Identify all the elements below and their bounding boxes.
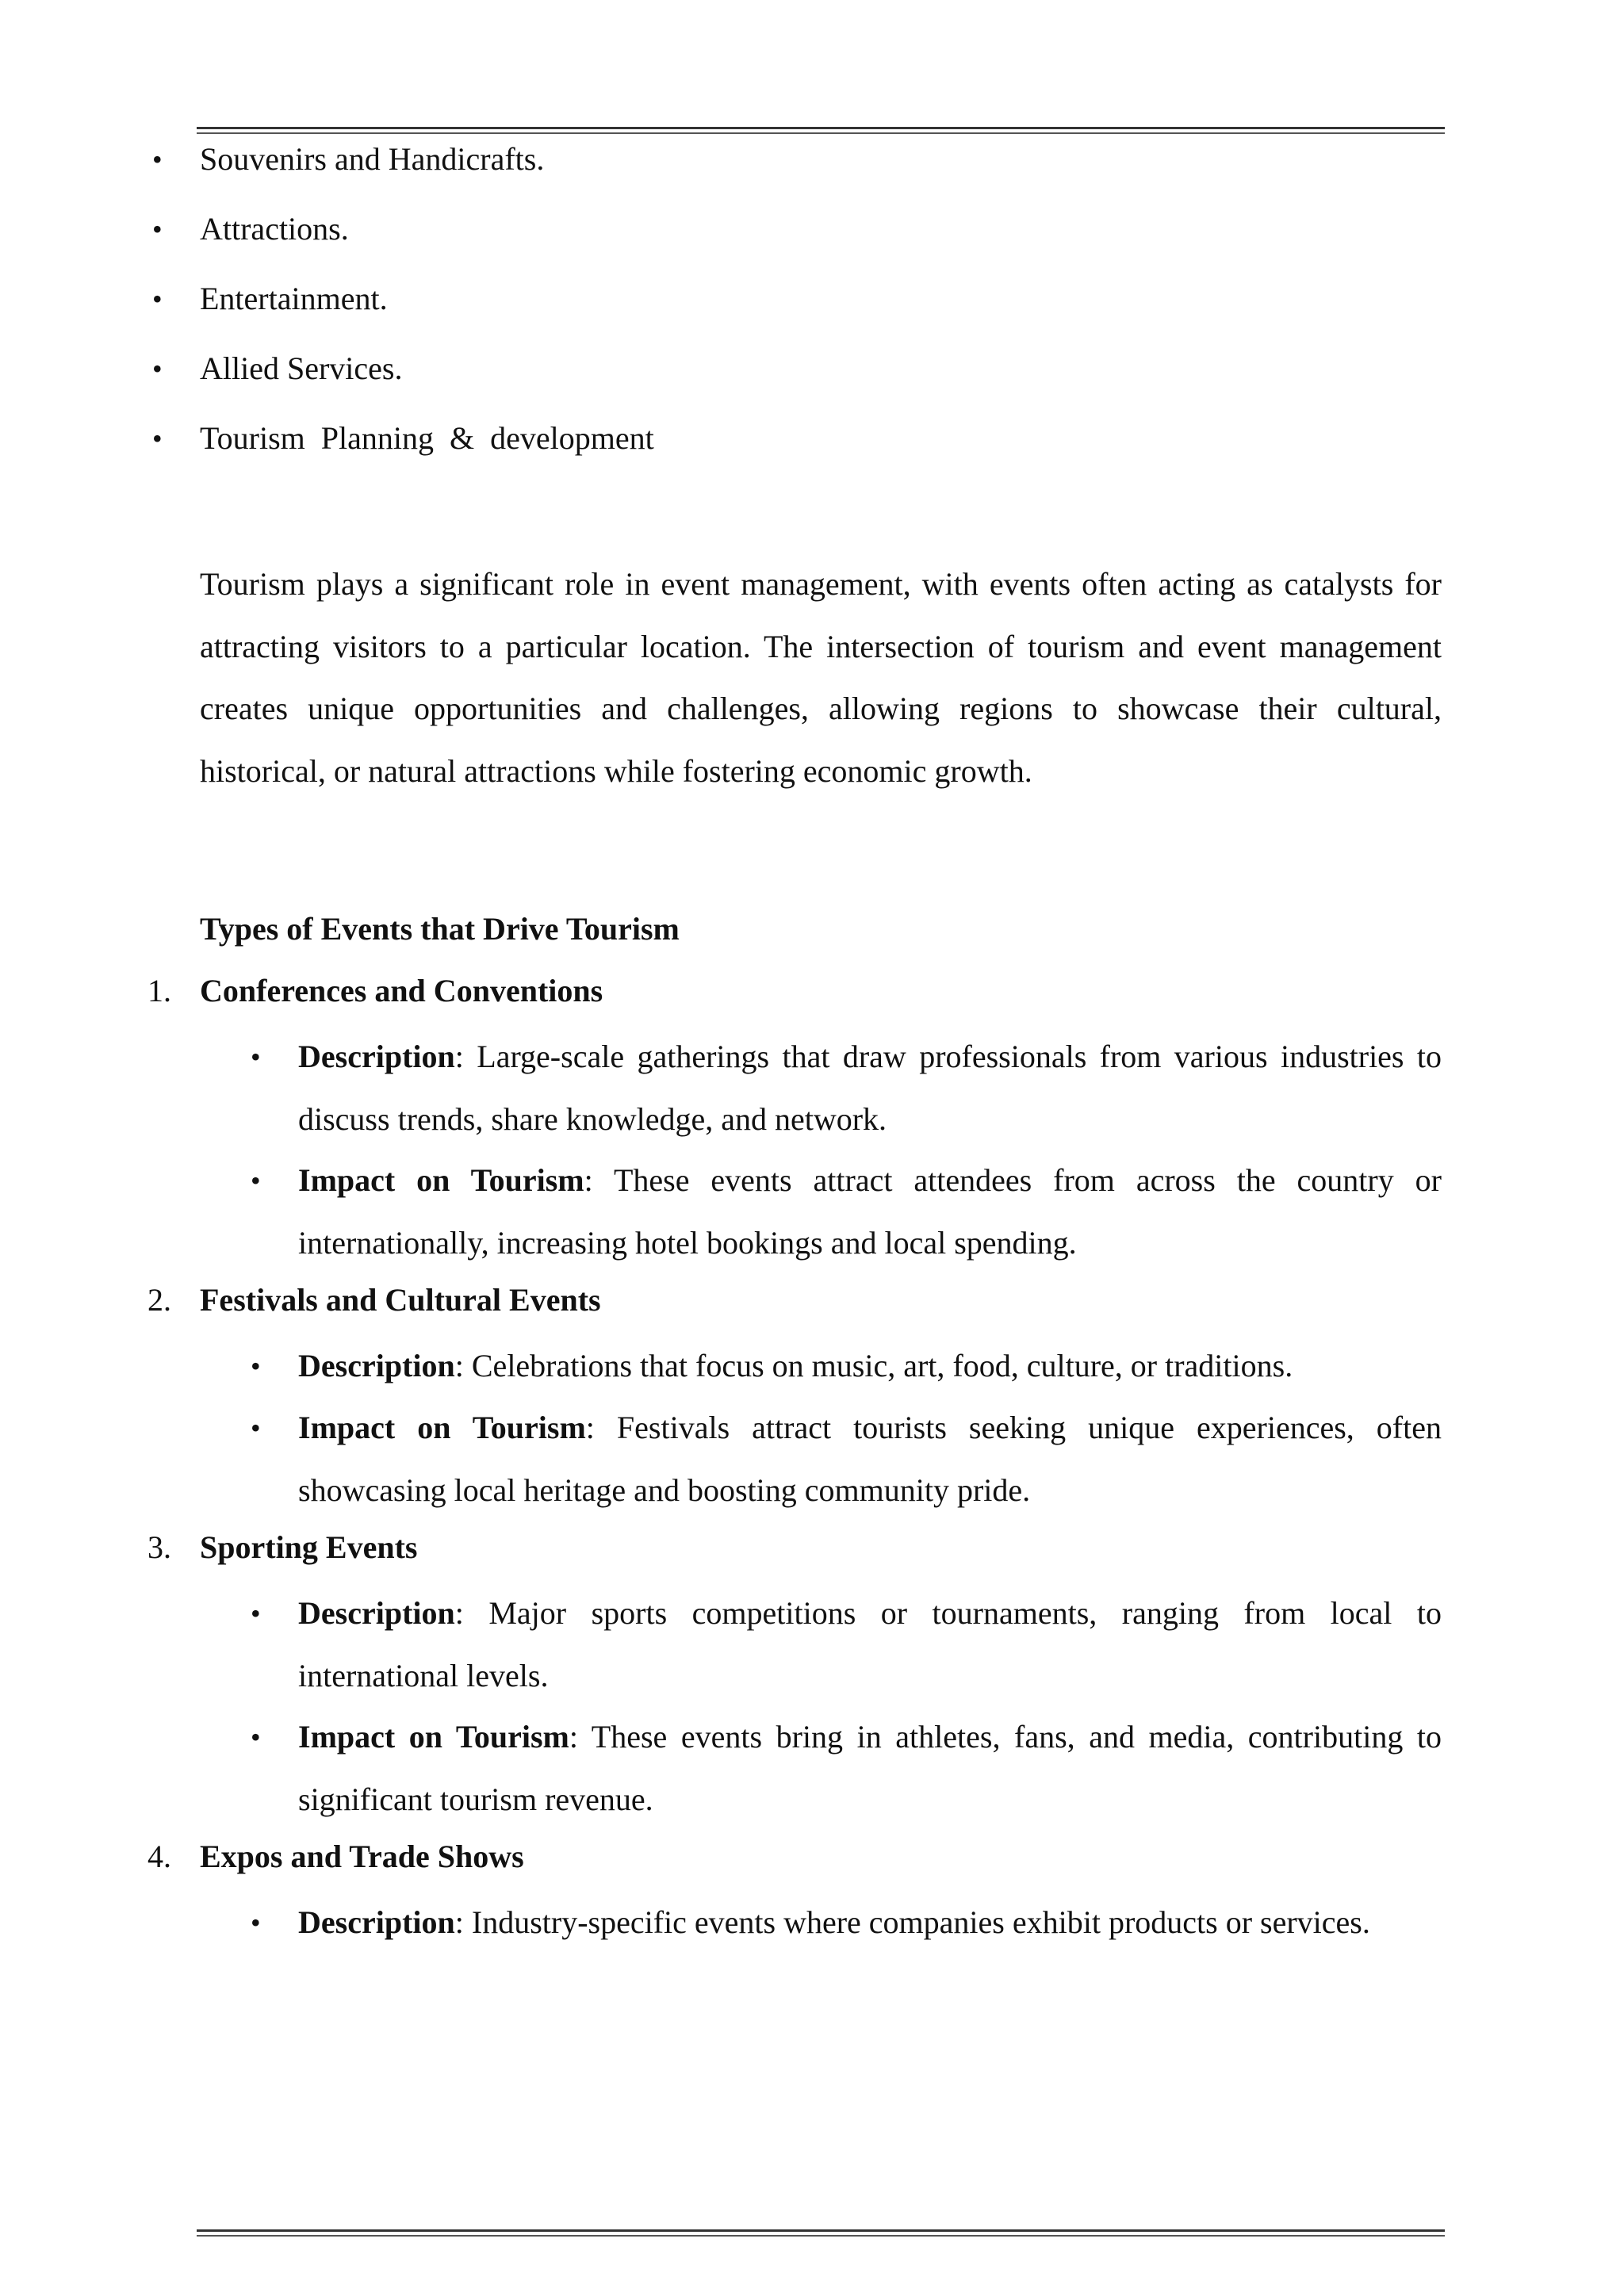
intro-paragraph: Tourism plays a significant role in event management, with events often acting as catalysts for attracting visitors to a particular location. The intersection of tourism and event management creates unique opportunities and challenges, allowing regions to showcase their cultural, historical, or natural attractions while fostering economic growth.: [200, 566, 1442, 789]
event-heading: 2. Festivals and Cultural Events: [147, 1282, 601, 1318]
list-item: • Allied Services.: [152, 350, 403, 386]
event-heading: 3. Sporting Events: [147, 1529, 418, 1565]
event-detail: • Impact on Tourism: Festivals attract tourists seeking unique experiences, often showcasing local heritage and boosting community pride.: [251, 1410, 1442, 1508]
list-item: • Entertainment.: [152, 281, 388, 316]
event-detail: • Impact on Tourism: These events bring in athletes, fans, and media, contributing to significant tourism revenue.: [251, 1719, 1442, 1817]
section-title: Types of Events that Drive Tourism: [200, 911, 680, 947]
list-item: • Attractions.: [152, 211, 349, 247]
header-rule: [197, 127, 1445, 134]
footer-rule: [197, 2229, 1445, 2237]
event-detail: • Description: Industry-specific events where companies exhibit products or services.: [251, 1904, 1370, 1940]
event-detail: • Description: Major sports competitions or tournaments, ranging from local to international levels.: [251, 1595, 1442, 1693]
event-detail: • Description: Large-scale gatherings that draw professionals from various industries to discuss trends, share knowledge, and network.: [251, 1039, 1442, 1137]
list-item: • Tourism Planning & development: [152, 420, 654, 456]
event-detail: • Impact on Tourism: These events attract attendees from across the country or internationally, increasing hotel bookings and local spending.: [251, 1162, 1442, 1261]
event-heading: 4. Expos and Trade Shows: [147, 1839, 524, 1874]
event-detail: • Description: Celebrations that focus on music, art, food, culture, or traditions.: [251, 1348, 1293, 1383]
list-item: • Souvenirs and Handicrafts.: [152, 141, 545, 177]
event-heading: 1. Conferences and Conventions: [147, 973, 603, 1008]
